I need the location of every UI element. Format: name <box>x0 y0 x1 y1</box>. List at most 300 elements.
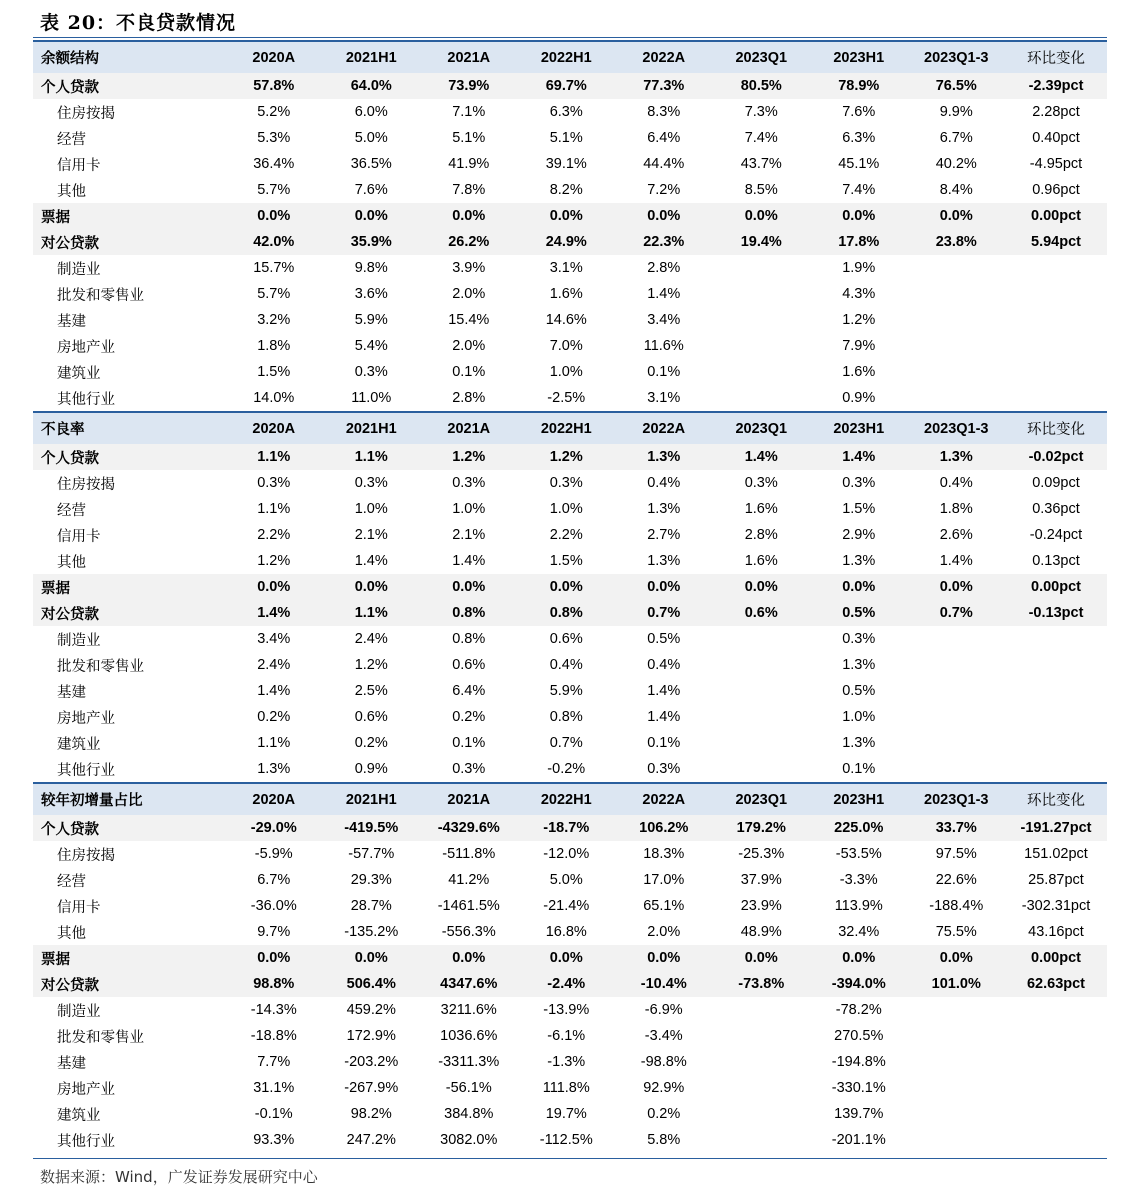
table-cell: 32.4% <box>838 924 880 940</box>
table-cell: 37.9% <box>740 872 782 888</box>
table-cell: 0.0% <box>420 574 518 600</box>
table-cell: 3.6% <box>354 286 388 302</box>
table-cell: -4.95pct <box>1029 156 1083 172</box>
column-header: 2023Q1 <box>713 412 811 444</box>
table-cell: 11.6% <box>643 338 684 354</box>
table-cell: 0.0% <box>713 574 811 600</box>
row-label: 其他行业 <box>57 762 115 779</box>
table-cell: 1.1% <box>323 444 421 470</box>
table-cell: 6.3% <box>549 104 583 120</box>
table-cell: 0.1% <box>452 364 486 380</box>
table-cell: 11.0% <box>351 390 392 406</box>
table-cell: 3.1% <box>549 260 583 276</box>
table-cell: -18.8% <box>250 1028 297 1044</box>
row-label: 其他 <box>57 554 86 571</box>
table-row <box>33 971 1107 997</box>
table-cell: 6.3% <box>842 130 876 146</box>
table-cell: 0.8% <box>549 709 583 725</box>
section-title: 不良率 <box>33 412 225 444</box>
table-cell: 29.3% <box>350 872 392 888</box>
table-cell <box>1005 997 1107 1023</box>
table-cell <box>713 652 811 678</box>
table-cell: 92.9% <box>643 1080 685 1096</box>
table-row <box>33 1049 1107 1075</box>
table-cell <box>1005 281 1107 307</box>
table-cell: -2.39pct <box>1005 73 1107 99</box>
table-cell: 2.1% <box>452 527 486 543</box>
table-cell: 106.2% <box>615 815 713 841</box>
table-cell: 1.8% <box>257 338 291 354</box>
column-header: 2022A <box>615 412 713 444</box>
table-cell: 0.5% <box>810 600 908 626</box>
table-cell <box>908 281 1006 307</box>
table-cell <box>1005 678 1107 704</box>
table-cell: 0.0% <box>420 945 518 971</box>
table-cell: -0.2% <box>547 761 586 777</box>
table-cell: -29.0% <box>225 815 323 841</box>
table-cell: 0.0% <box>225 574 323 600</box>
table-cell: 1.3% <box>647 553 681 569</box>
table-cell: 0.13pct <box>1032 553 1080 569</box>
table-cell: 5.0% <box>354 130 388 146</box>
table-cell: 7.6% <box>354 182 388 198</box>
table-cell: 0.3% <box>354 364 388 380</box>
table-cell: 1.4% <box>713 444 811 470</box>
table-body <box>33 41 1107 1153</box>
table-cell: 2.28pct <box>1032 104 1080 120</box>
table-cell: 14.0% <box>253 390 295 406</box>
table-cell <box>713 626 811 652</box>
table-cell: -2.5% <box>547 390 586 406</box>
table-cell: 3.4% <box>257 631 291 647</box>
table-cell: 1.2% <box>420 444 518 470</box>
table-cell: 1.2% <box>257 553 291 569</box>
table-cell: 7.2% <box>647 182 681 198</box>
table-row <box>33 600 1107 626</box>
table-row <box>33 229 1107 255</box>
table-cell: 1.0% <box>452 501 486 517</box>
row-label: 对公贷款 <box>33 971 225 997</box>
table-cell <box>1005 385 1107 412</box>
table-cell: 8.5% <box>744 182 778 198</box>
table-cell: 0.0% <box>518 203 616 229</box>
table-cell: 39.1% <box>545 156 587 172</box>
column-header: 2020A <box>225 412 323 444</box>
table-cell <box>908 1127 1006 1153</box>
table-cell: 5.94pct <box>1005 229 1107 255</box>
row-label: 其他行业 <box>57 391 115 408</box>
table-cell: 1.3% <box>842 735 876 751</box>
table-cell: 1.1% <box>257 735 291 751</box>
column-header: 2020A <box>225 783 323 815</box>
table-cell: 36.4% <box>253 156 295 172</box>
column-header: 2021H1 <box>323 412 421 444</box>
table-cell: 48.9% <box>740 924 782 940</box>
table-cell: 1.3% <box>842 657 876 673</box>
table-row <box>33 307 1107 333</box>
table-row <box>33 704 1107 730</box>
table-cell: 6.7% <box>257 872 291 888</box>
table-row <box>33 626 1107 652</box>
table-cell <box>908 1049 1006 1075</box>
table-title: 表 20：不良贷款情况 <box>40 12 237 34</box>
table-cell: 5.8% <box>647 1132 681 1148</box>
table-cell: 1.6% <box>549 286 583 302</box>
table-cell <box>908 704 1006 730</box>
table-cell: 3211.6% <box>440 1002 497 1018</box>
table-cell: 179.2% <box>713 815 811 841</box>
table-cell: 1.4% <box>810 444 908 470</box>
table-cell: 35.9% <box>323 229 421 255</box>
table-cell: 5.1% <box>452 130 486 146</box>
table-cell <box>713 997 811 1023</box>
row-label: 房地产业 <box>57 710 115 727</box>
table-cell: 1.3% <box>842 553 876 569</box>
table-cell: 1.4% <box>939 553 973 569</box>
table-cell: 5.3% <box>257 130 291 146</box>
row-label: 票据 <box>33 203 225 229</box>
table-cell: -0.1% <box>254 1106 293 1122</box>
table-cell: 0.3% <box>744 475 778 491</box>
table-cell <box>1005 359 1107 385</box>
table-row <box>33 815 1107 841</box>
row-label: 对公贷款 <box>33 600 225 626</box>
table-cell: 1.9% <box>842 260 876 276</box>
table-cell: 23.9% <box>740 898 782 914</box>
table-cell: -73.8% <box>713 971 811 997</box>
table-cell: 1.2% <box>842 312 876 328</box>
table-row <box>33 574 1107 600</box>
table-cell: 2.1% <box>354 527 388 543</box>
table-cell: 1.5% <box>842 501 876 517</box>
table-cell: 0.8% <box>420 600 518 626</box>
table-cell: 3.2% <box>257 312 291 328</box>
table-cell: -53.5% <box>835 846 882 862</box>
table-cell <box>713 1127 811 1153</box>
column-header: 2023Q1-3 <box>908 41 1006 73</box>
table-cell: 459.2% <box>346 1002 396 1018</box>
table-cell: 0.0% <box>713 945 811 971</box>
row-label: 制造业 <box>57 261 101 278</box>
table-row <box>33 333 1107 359</box>
table-cell <box>1005 730 1107 756</box>
table-cell: 26.2% <box>420 229 518 255</box>
table-cell: 0.0% <box>810 203 908 229</box>
table-cell: 77.3% <box>615 73 713 99</box>
table-cell: 5.9% <box>549 683 583 699</box>
table-cell: 0.4% <box>647 657 681 673</box>
column-header: 2020A <box>225 41 323 73</box>
table-cell <box>908 1101 1006 1127</box>
table-cell: 97.5% <box>935 846 977 862</box>
table-cell: -56.1% <box>445 1080 492 1096</box>
table-cell: 0.2% <box>647 1106 681 1122</box>
table-cell: 1.4% <box>647 286 681 302</box>
table-cell: -2.4% <box>518 971 616 997</box>
row-label: 信用卡 <box>57 899 101 916</box>
column-header: 2021H1 <box>323 783 421 815</box>
table-cell <box>908 255 1006 281</box>
table-cell: 2.4% <box>354 631 388 647</box>
row-label: 信用卡 <box>57 157 101 174</box>
column-header: 2021A <box>420 412 518 444</box>
table-row <box>33 281 1107 307</box>
row-label: 建筑业 <box>57 365 101 382</box>
table-cell: 0.6% <box>452 657 486 673</box>
column-header: 2022H1 <box>518 41 616 73</box>
table-cell: 15.4% <box>448 312 490 328</box>
table-cell <box>1005 255 1107 281</box>
table-cell: 0.1% <box>842 761 876 777</box>
table-cell: 2.7% <box>647 527 681 543</box>
table-cell: 0.0% <box>420 203 518 229</box>
row-label: 基建 <box>57 313 86 330</box>
row-label: 经营 <box>57 502 86 519</box>
table-cell: -13.9% <box>543 1002 590 1018</box>
table-cell: 7.4% <box>842 182 876 198</box>
title-divider <box>33 37 1107 38</box>
table-cell <box>1005 756 1107 783</box>
row-label: 其他 <box>57 925 86 942</box>
table-cell: 40.2% <box>935 156 977 172</box>
table-cell: -1461.5% <box>437 898 500 914</box>
column-header: 2022H1 <box>518 783 616 815</box>
table-cell: 33.7% <box>908 815 1006 841</box>
table-cell: 0.8% <box>518 600 616 626</box>
row-label: 个人贷款 <box>33 444 225 470</box>
table-cell: 0.0% <box>713 203 811 229</box>
table-cell: 44.4% <box>643 156 685 172</box>
table-cell: 0.09pct <box>1032 475 1080 491</box>
row-label: 票据 <box>33 574 225 600</box>
row-label: 住房按揭 <box>57 476 115 493</box>
table-cell: 23.8% <box>908 229 1006 255</box>
table-cell: 1.4% <box>647 709 681 725</box>
table-cell: 0.6% <box>713 600 811 626</box>
table-cell: 0.0% <box>615 203 713 229</box>
table-cell: 0.9% <box>842 390 876 406</box>
table-cell <box>713 255 811 281</box>
table-cell <box>908 385 1006 412</box>
table-cell: 17.8% <box>810 229 908 255</box>
table-cell <box>713 704 811 730</box>
table-cell: 0.7% <box>908 600 1006 626</box>
table-cell: 5.4% <box>354 338 388 354</box>
column-header: 环比变化 <box>1005 41 1107 73</box>
table-cell: -203.2% <box>344 1054 399 1070</box>
table-cell: 0.3% <box>842 475 876 491</box>
table-row <box>33 1075 1107 1101</box>
table-cell: 0.0% <box>518 945 616 971</box>
table-cell: 17.0% <box>643 872 685 888</box>
table-cell: 1.0% <box>842 709 876 725</box>
table-cell: 9.7% <box>257 924 291 940</box>
table-cell: 1.8% <box>939 501 973 517</box>
table-cell: 6.4% <box>452 683 486 699</box>
table-cell: -6.1% <box>547 1028 586 1044</box>
column-header: 2021H1 <box>323 41 421 73</box>
table-cell: -419.5% <box>323 815 421 841</box>
table-cell: 5.9% <box>354 312 388 328</box>
table-cell: 78.9% <box>810 73 908 99</box>
table-cell: -10.4% <box>615 971 713 997</box>
column-header: 2023Q1 <box>713 41 811 73</box>
table-cell: 3.9% <box>452 260 486 276</box>
table-cell: -3.3% <box>839 872 878 888</box>
table-cell <box>908 1075 1006 1101</box>
table-row <box>33 99 1107 125</box>
table-cell: -5.9% <box>254 846 293 862</box>
row-label: 对公贷款 <box>33 229 225 255</box>
table-cell: 0.3% <box>452 761 486 777</box>
table-cell: 0.4% <box>647 475 681 491</box>
table-cell: 1.3% <box>257 761 291 777</box>
table-cell: 0.40pct <box>1032 130 1080 146</box>
table-cell <box>908 333 1006 359</box>
row-label: 基建 <box>57 1055 86 1072</box>
table-cell: -194.8% <box>831 1054 886 1070</box>
table-cell: 1.4% <box>225 600 323 626</box>
table-cell: 0.00pct <box>1005 945 1107 971</box>
table-cell: 19.7% <box>545 1106 587 1122</box>
table-cell: 0.5% <box>647 631 681 647</box>
table-cell: 506.4% <box>323 971 421 997</box>
table-cell <box>908 359 1006 385</box>
table-cell: 0.5% <box>842 683 876 699</box>
table-cell <box>908 307 1006 333</box>
table-cell: 5.1% <box>549 130 583 146</box>
table-row <box>33 945 1107 971</box>
table-row <box>33 470 1107 496</box>
table-cell: 113.9% <box>834 898 883 914</box>
table-cell: 5.7% <box>257 182 291 198</box>
table-cell: 6.0% <box>354 104 388 120</box>
table-cell: 8.4% <box>939 182 973 198</box>
table-cell: -267.9% <box>344 1080 399 1096</box>
table-cell: -98.8% <box>640 1054 687 1070</box>
table-cell: -14.3% <box>250 1002 297 1018</box>
table-cell: -12.0% <box>543 846 590 862</box>
table-cell: 1.2% <box>354 657 388 673</box>
table-cell: 0.0% <box>518 574 616 600</box>
table-row <box>33 385 1107 412</box>
table-cell: -0.24pct <box>1029 527 1083 543</box>
table-cell: -3.4% <box>644 1028 683 1044</box>
table-cell: 93.3% <box>253 1132 295 1148</box>
table-cell: 75.5% <box>935 924 977 940</box>
table-cell: 9.8% <box>354 260 388 276</box>
table-cell: 0.3% <box>452 475 486 491</box>
table-cell: 80.5% <box>713 73 811 99</box>
table-cell: 42.0% <box>225 229 323 255</box>
row-label: 制造业 <box>57 632 101 649</box>
row-label: 建筑业 <box>57 1107 101 1124</box>
table-cell: -4329.6% <box>420 815 518 841</box>
table-cell: 0.00pct <box>1005 203 1107 229</box>
table-cell: 2.0% <box>452 338 486 354</box>
table-cell <box>908 652 1006 678</box>
table-cell: 0.3% <box>257 475 291 491</box>
table-cell: 25.87pct <box>1028 872 1084 888</box>
table-cell: 139.7% <box>834 1106 884 1122</box>
table-cell: -0.13pct <box>1005 600 1107 626</box>
row-label: 住房按揭 <box>57 847 115 864</box>
table-cell: 0.1% <box>647 364 681 380</box>
table-cell: 0.1% <box>452 735 486 751</box>
table-row <box>33 1127 1107 1153</box>
table-row <box>33 496 1107 522</box>
table-row <box>33 151 1107 177</box>
table-row <box>33 125 1107 151</box>
table-cell: 22.3% <box>615 229 713 255</box>
table-cell <box>713 359 811 385</box>
table-cell: 1.3% <box>615 444 713 470</box>
table-cell: 1.6% <box>744 553 778 569</box>
table-cell: 0.4% <box>939 475 973 491</box>
column-header: 2023H1 <box>810 412 908 444</box>
table-cell <box>713 1075 811 1101</box>
table-row <box>33 652 1107 678</box>
table-cell: 2.4% <box>257 657 291 673</box>
table-cell: 5.0% <box>549 872 583 888</box>
table-cell: 65.1% <box>643 898 685 914</box>
table-cell: 1.4% <box>452 553 486 569</box>
row-label: 房地产业 <box>57 1081 115 1098</box>
column-header: 2023Q1-3 <box>908 412 1006 444</box>
table-cell: 0.7% <box>549 735 583 751</box>
table-cell <box>713 281 811 307</box>
table-cell: 0.0% <box>810 574 908 600</box>
row-label: 其他 <box>57 183 86 200</box>
table-row <box>33 893 1107 919</box>
table-cell: 0.3% <box>354 475 388 491</box>
table-cell: 2.8% <box>744 527 778 543</box>
table-cell: 0.00pct <box>1005 574 1107 600</box>
table-cell: 0.3% <box>842 631 876 647</box>
table-cell: 2.8% <box>452 390 486 406</box>
table-cell: 24.9% <box>518 229 616 255</box>
table-cell: -394.0% <box>810 971 908 997</box>
row-label: 其他行业 <box>57 1133 115 1150</box>
table-cell <box>908 678 1006 704</box>
table-cell <box>713 756 811 783</box>
table-cell: 2.5% <box>354 683 388 699</box>
row-label: 经营 <box>57 873 86 890</box>
table-cell: 0.3% <box>647 761 681 777</box>
table-cell <box>1005 652 1107 678</box>
section-title: 较年初增量占比 <box>33 783 225 815</box>
column-header: 环比变化 <box>1005 412 1107 444</box>
table-cell <box>713 385 811 412</box>
table-cell: 0.0% <box>908 203 1006 229</box>
table-row <box>33 678 1107 704</box>
table-cell: 1.1% <box>225 444 323 470</box>
table-cell: 1.0% <box>354 501 388 517</box>
row-label: 批发和零售业 <box>57 287 144 304</box>
table-cell: 7.1% <box>452 104 486 120</box>
table-cell <box>1005 1127 1107 1153</box>
table-cell: 36.5% <box>350 156 392 172</box>
column-header: 2023Q1 <box>713 783 811 815</box>
table-cell: -556.3% <box>441 924 496 940</box>
table-cell: 2.6% <box>939 527 973 543</box>
table-cell: 0.0% <box>323 574 421 600</box>
table-row <box>33 1023 1107 1049</box>
table-cell: -3311.3% <box>438 1054 500 1070</box>
table-cell: 73.9% <box>420 73 518 99</box>
table-cell: -78.2% <box>835 1002 882 1018</box>
table-cell <box>713 307 811 333</box>
